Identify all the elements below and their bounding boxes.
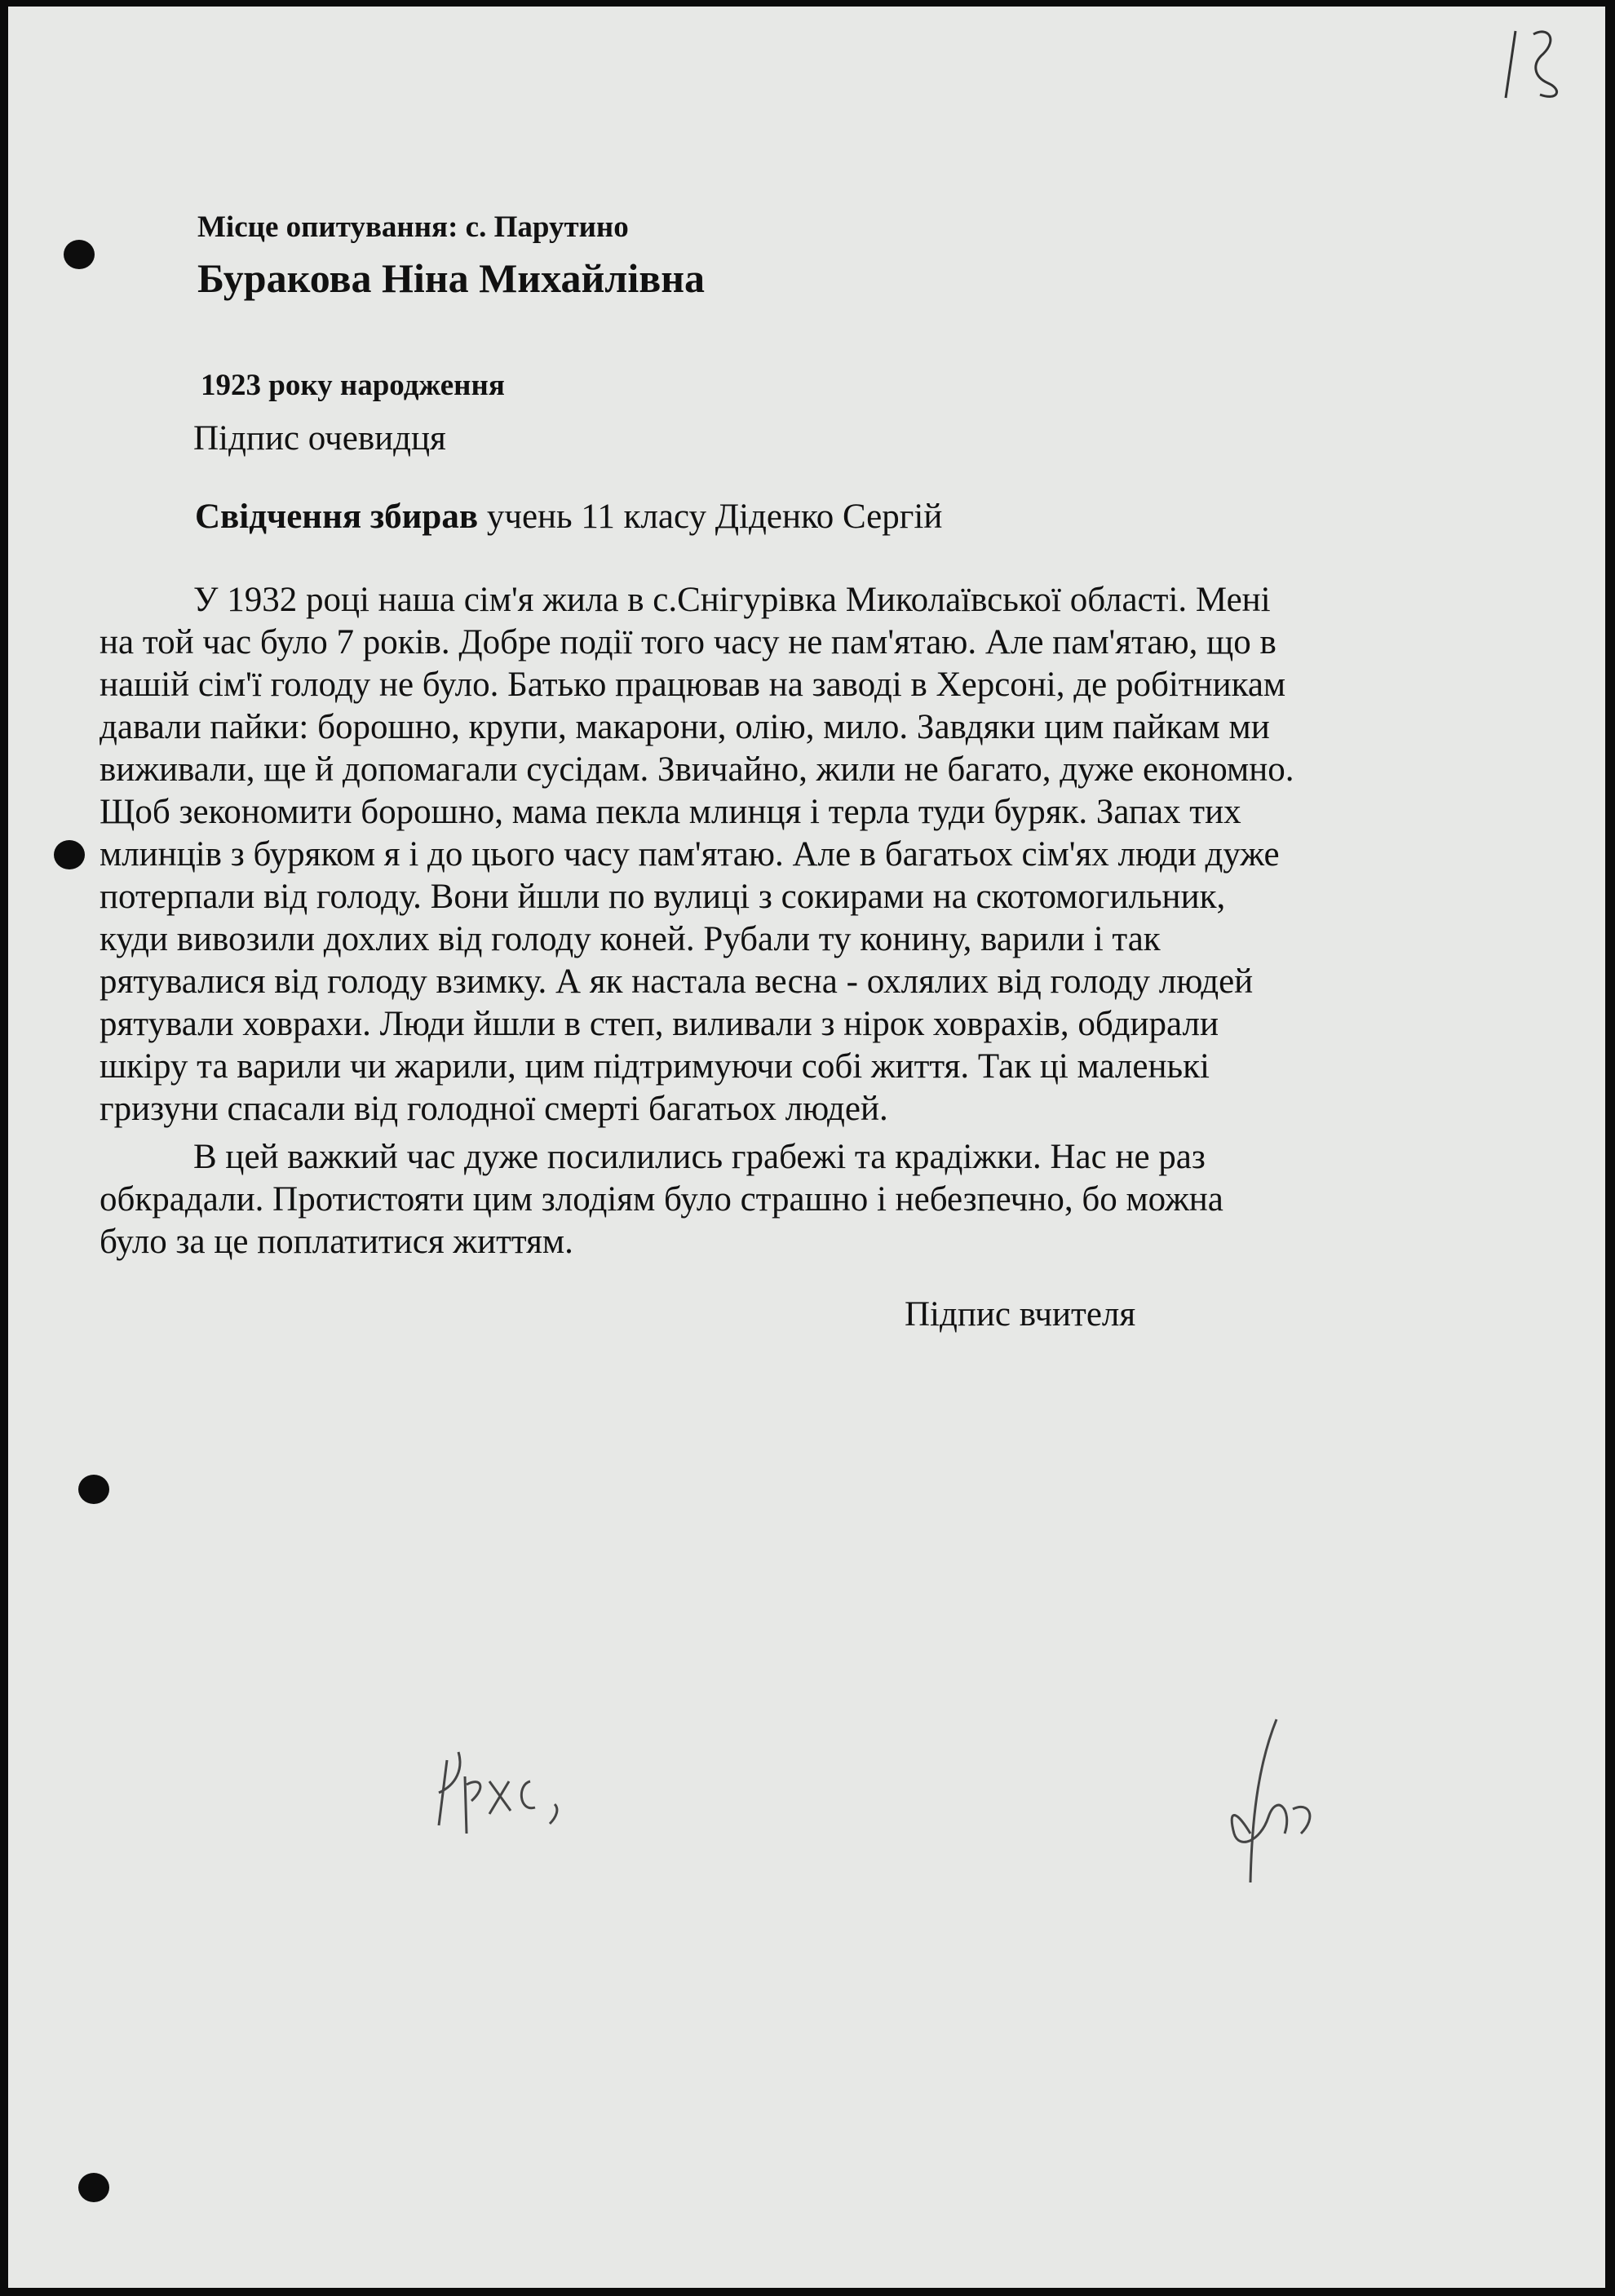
collector-name: учень 11 класу Діденко Сергій [478, 498, 943, 536]
witness-name: Буракова Ніна Михайлівна [197, 255, 706, 301]
handwritten-page-number [1501, 23, 1574, 104]
document-page [8, 7, 1605, 2288]
testimony-line: нашій сім'ї голоду не було. Батько працював на заводі в Херсоні, де робітникам [100, 666, 1286, 704]
testimony-line: виживали, ще й допомагали сусідам. Звичайно, жили не багато, дуже економно. [100, 750, 1294, 789]
punch-hole [64, 240, 95, 269]
testimony-line: на той час було 7 років. Добре події того часу не пам'ятаю. Але пам'ятаю, що в [100, 623, 1277, 661]
collector-line [195, 499, 942, 534]
testimony-line: рятувалися від голоду взимку. А як настала весна - охлялих від голоду людей [100, 962, 1254, 1001]
testimony-line: Щоб зекономити борошно, мама пекла млинця і терла туди буряк. Запах тих [100, 793, 1241, 831]
testimony-line: було за це поплатитися життям. [100, 1223, 573, 1261]
testimony-line: млинців з буряком я і до цього часу пам'ятаю. Але в багатьох сім'ях люди дуже [100, 835, 1280, 874]
interview-location: Місце опитування: с. Парутино [197, 210, 629, 244]
testimony-line: потерпали від голоду. Вони йшли по вулиці з сокирами на скотомогильник, [100, 878, 1226, 916]
birth-year: 1923 року народження [201, 369, 505, 402]
testimony-line: рятували ховрахи. Люди йшли в степ, виливали з нірок ховрахів, обдирали [100, 1005, 1219, 1043]
testimony-line: куди вивозили дохлих від голоду коней. Рубали ту конину, варили і так [100, 920, 1161, 958]
testimony-line: обкрадали. Протистояти цим злодіям було страшно і небезпечно, бо можна [100, 1180, 1223, 1219]
testimony-line: шкіру та варили чи жарили, цим підтримуючи собі життя. Так ці маленькі [100, 1047, 1210, 1086]
testimony-line: У 1932 році наша сім'я жила в с.Снігурівка Миколаївської області. Мені [193, 581, 1271, 619]
punch-hole [78, 1475, 109, 1504]
teacher-signature [1203, 1711, 1334, 1899]
testimony-line: давали пайки: борошно, крупи, макарони, олію, мило. Завдяки цим пайкам ми [100, 708, 1270, 746]
testimony-line: гризуни спасали від голодної смерті багатьох людей. [100, 1090, 888, 1128]
collector-label: Свідчення збирав [195, 498, 479, 536]
punch-hole [78, 2173, 109, 2202]
witness-signature [432, 1736, 579, 1842]
testimony-line: В цей важкий час дуже посилились грабежі та крадіжки. Нас не раз [193, 1138, 1206, 1176]
punch-hole [54, 840, 85, 869]
witness-signature-label: Підпис очевидця [193, 419, 446, 458]
teacher-signature-label: Підпис вчителя [905, 1295, 1136, 1334]
